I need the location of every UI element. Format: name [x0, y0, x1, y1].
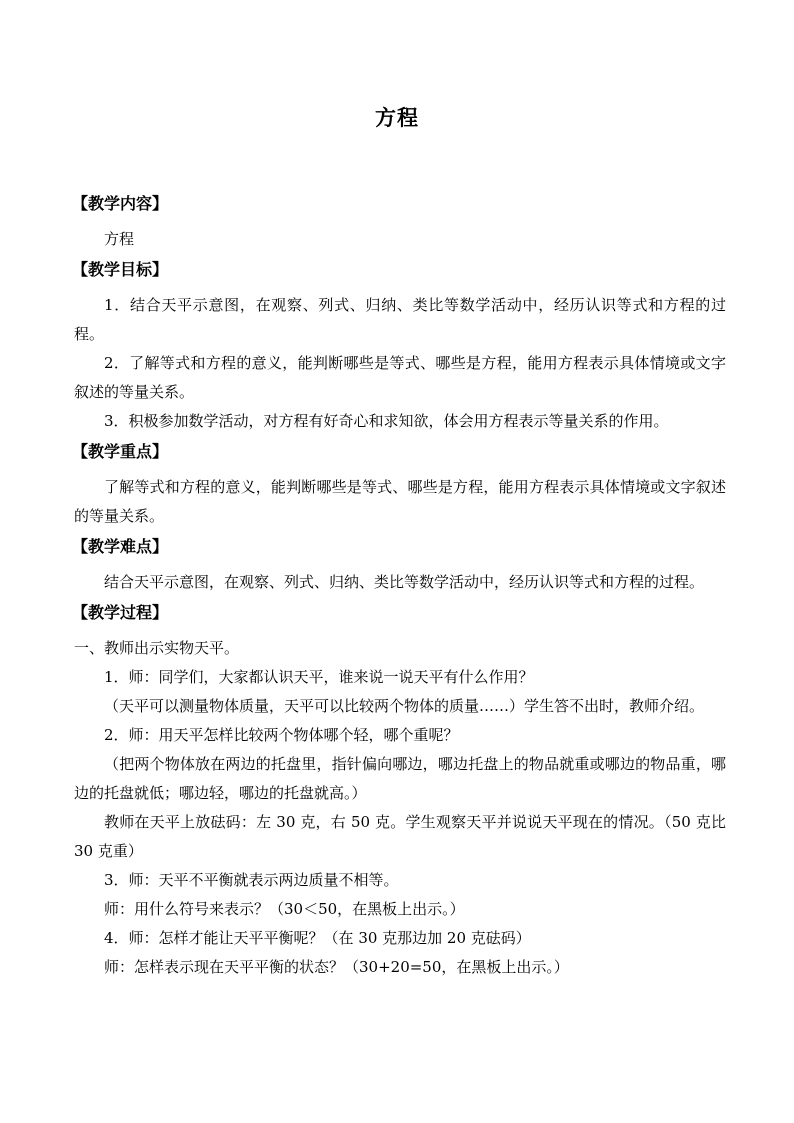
process-line: 2．师：用天平怎样比较两个物体哪个轻，哪个重呢？	[104, 726, 459, 744]
process-intro: 一、教师出示实物天平。	[74, 639, 240, 657]
difficulties-text: 结合天平示意图，在观察、列式、归纳、类比等数学活动中，经历认识等式和方程的过程。	[104, 573, 705, 591]
process-line: （把两个物体放在两边的托盘里，指针偏向哪边，哪边托盘上的物品就重或哪边的物品重，哪边的托盘就低；哪边轻，哪边的托盘就高。）	[74, 755, 726, 802]
goal-item-3: 3．积极参加数学活动，对方程有好奇心和求知欲，体会用方程表示等量关系的作用。	[104, 412, 669, 430]
goal-item-1: 1．结合天平示意图，在观察、列式、归纳、类比等数学活动中，经历认识等式和方程的过程。	[74, 296, 726, 343]
process-line: 师：怎样表示现在天平平衡的状态？（30+20=50，在黑板上出示。）	[104, 958, 569, 976]
process-line: （天平可以测量物体质量，天平可以比较两个物体的质量……）学生答不出时，教师介绍。	[104, 697, 705, 715]
section-heading-goals: 【教学目标】	[72, 260, 169, 279]
goal-item-2: 2．了解等式和方程的意义，能判断哪些是等式、哪些是方程，能用方程表示具体情境或文字叙述的等量关系。	[74, 354, 726, 401]
process-line: 师：用什么符号来表示？（30＜50，在黑板上出示。）	[104, 900, 465, 918]
section-heading-key-points: 【教学重点】	[72, 442, 169, 461]
section-heading-difficulties: 【教学难点】	[72, 537, 169, 556]
process-line: 4．师：怎样才能让天平平衡呢？（在 30 克那边加 20 克砝码）	[104, 929, 531, 947]
section-content-text: 方程	[104, 230, 135, 248]
document-body	[74, 188, 726, 982]
section-heading-content: 【教学内容】	[72, 194, 169, 213]
section-heading-process: 【教学过程】	[72, 603, 169, 622]
document-title: 方程	[375, 105, 419, 130]
process-line: 3．师：天平不平衡就表示两边质量不相等。	[104, 871, 399, 889]
process-line: 教师在天平上放砝码：左 30 克，右 50 克。学生观察天平并说说天平现在的情况。（50 克比 30 克重）	[74, 813, 726, 860]
process-line: 1．师：同学们，大家都认识天平，谁来说一说天平有什么作用？	[104, 668, 534, 686]
key-points-text: 了解等式和方程的意义，能判断哪些是等式、哪些是方程，能用方程表示具体情境或文字叙述的等量关系。	[74, 478, 726, 525]
